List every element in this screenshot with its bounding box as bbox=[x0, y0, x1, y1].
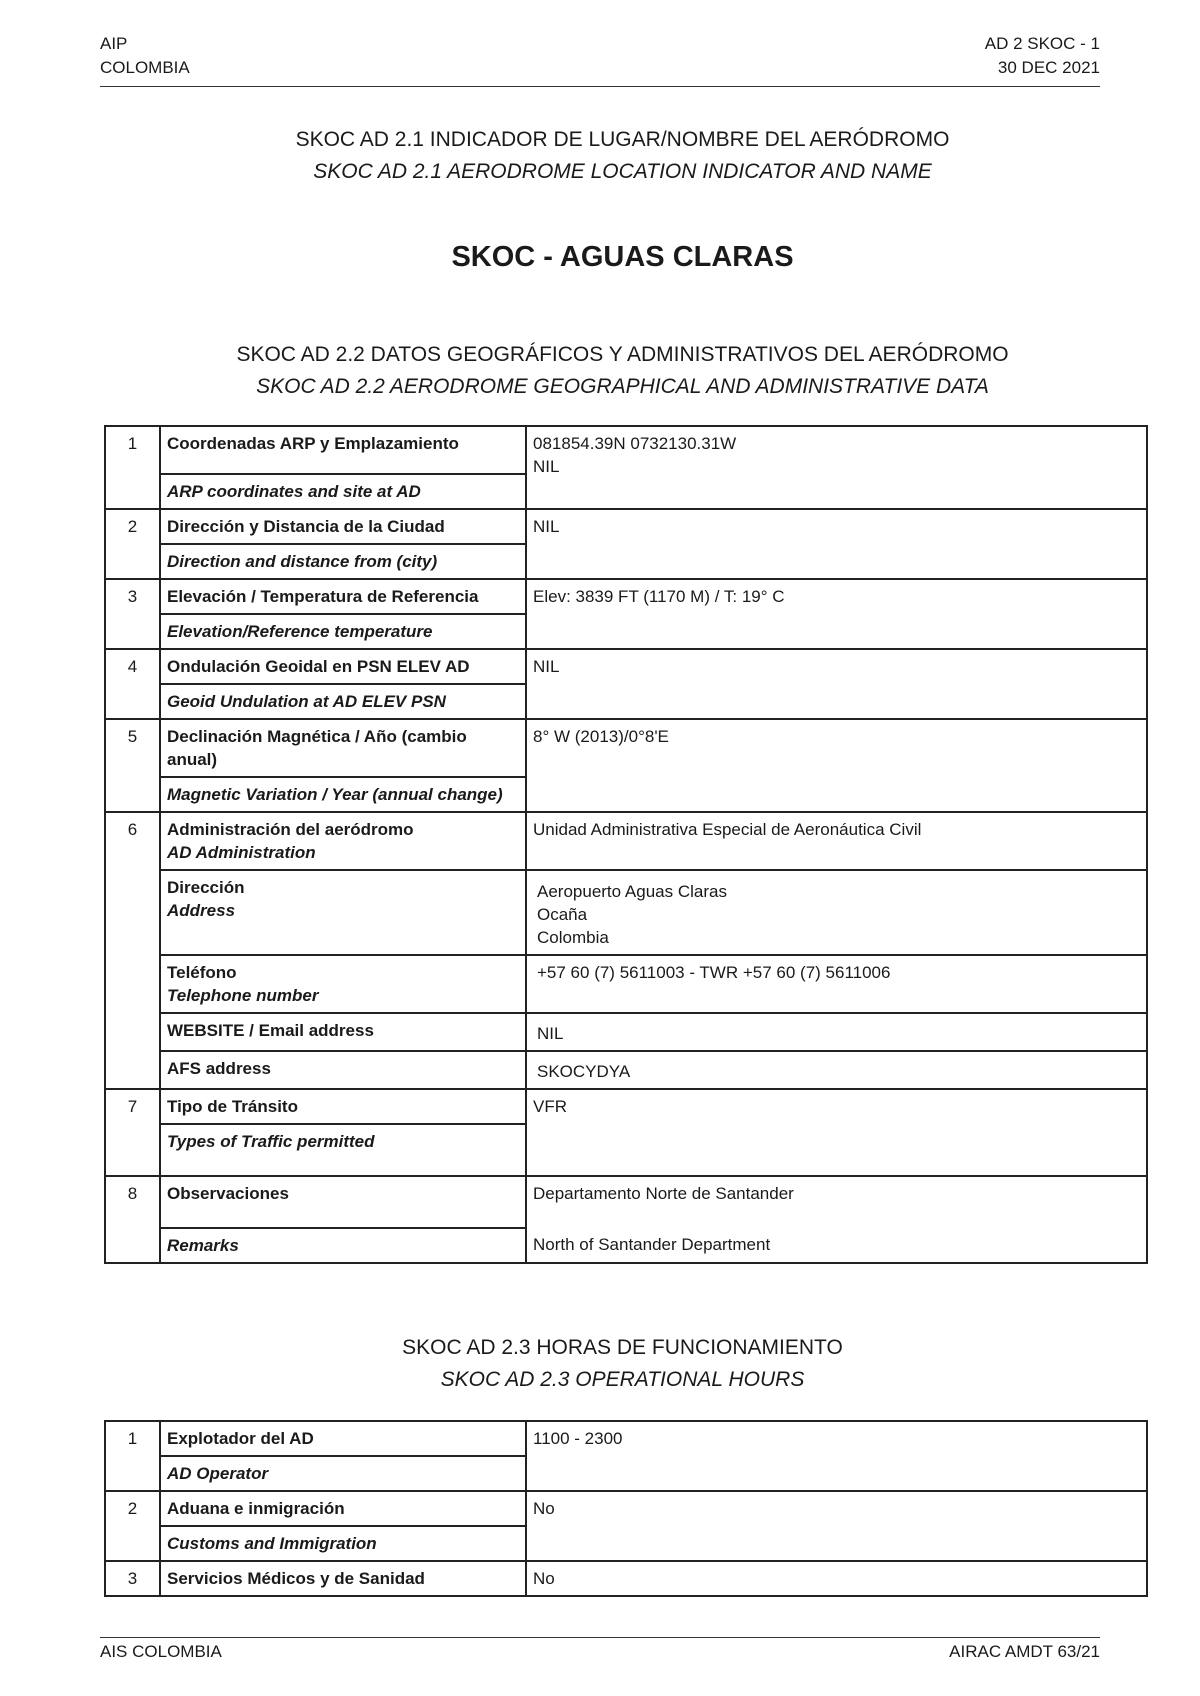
row-number: 3 bbox=[105, 579, 160, 649]
table-row bbox=[105, 719, 1147, 777]
table-row bbox=[105, 812, 1147, 870]
table-row bbox=[105, 649, 1147, 684]
value-cell: No bbox=[526, 1491, 1147, 1561]
row-number: 5 bbox=[105, 719, 160, 812]
aerodrome-name: SKOC - AGUAS CLARAS bbox=[451, 241, 794, 273]
table-row bbox=[105, 870, 1147, 955]
table-row bbox=[105, 509, 1147, 544]
operational-hours-table bbox=[104, 1420, 1148, 1597]
row-number: 6 bbox=[105, 812, 160, 1089]
table-row bbox=[105, 1228, 1147, 1263]
label-cell bbox=[160, 870, 526, 955]
address-line-3: Colombia bbox=[537, 928, 609, 947]
row-number: 3 bbox=[105, 1561, 160, 1596]
label-es: Elevación / Temperatura de Referencia bbox=[160, 579, 526, 614]
label-en: Geoid Undulation at AD ELEV PSN bbox=[160, 684, 526, 719]
row-number: 2 bbox=[105, 1491, 160, 1561]
label-en: Remarks bbox=[160, 1228, 526, 1263]
table-row bbox=[105, 579, 1147, 614]
value-cell: No bbox=[526, 1561, 1147, 1596]
label-en: AD Administration bbox=[167, 843, 316, 862]
address-line-1: Aeropuerto Aguas Claras bbox=[537, 882, 727, 901]
value-cell bbox=[526, 870, 1147, 955]
label-en: AD Operator bbox=[160, 1456, 526, 1491]
header-country: COLOMBIA bbox=[100, 58, 190, 77]
section-23-title bbox=[0, 1332, 1200, 1396]
label-es: Explotador del AD bbox=[160, 1421, 526, 1456]
label-en: Types of Traffic permitted bbox=[160, 1124, 526, 1176]
section-21-title-en: SKOC AD 2.1 AERODROME LOCATION INDICATOR AND NAME bbox=[313, 160, 932, 183]
row-number: 2 bbox=[105, 509, 160, 579]
label-cell bbox=[160, 955, 526, 1013]
label-es: Administración del aeródromo bbox=[167, 820, 414, 839]
table-row bbox=[105, 1013, 1147, 1051]
value-cell: NIL bbox=[526, 649, 1147, 719]
value-cell: VFR bbox=[526, 1089, 1147, 1176]
page-header bbox=[100, 30, 1100, 87]
header-date: 30 DEC 2021 bbox=[997, 58, 1100, 77]
value-cell: North of Santander Department bbox=[526, 1228, 1147, 1263]
label-en: Address bbox=[167, 901, 236, 920]
label-en: Magnetic Variation / Year (annual change) bbox=[160, 777, 526, 812]
header-left bbox=[100, 32, 190, 80]
label-cell bbox=[160, 812, 526, 870]
label-es: Servicios Médicos y de Sanidad bbox=[160, 1561, 526, 1596]
label-es: Declinación Magnética / Año (cambio anual) bbox=[160, 719, 526, 777]
section-22-title-en: SKOC AD 2.2 AERODROME GEOGRAPHICAL AND ADMINISTRATIVE DATA bbox=[256, 375, 989, 398]
table-row bbox=[105, 1051, 1147, 1089]
section-22-title-es: SKOC AD 2.2 DATOS GEOGRÁFICOS Y ADMINISTRATIVOS DEL AERÓDROMO bbox=[236, 343, 1009, 366]
table-row bbox=[105, 1421, 1147, 1456]
page-footer bbox=[100, 1637, 1100, 1662]
label-es: Dirección y Distancia de la Ciudad bbox=[160, 509, 526, 544]
geo-admin-table bbox=[104, 425, 1148, 1264]
label-es: Teléfono bbox=[167, 963, 237, 982]
row-number: 1 bbox=[105, 426, 160, 509]
header-right bbox=[985, 32, 1100, 80]
label-en: Telephone number bbox=[167, 986, 319, 1005]
row-number: 1 bbox=[105, 1421, 160, 1491]
label-cell: WEBSITE / Email address bbox=[160, 1013, 526, 1051]
value-cell: Unidad Administrativa Especial de Aeronáutica Civil bbox=[526, 812, 1147, 870]
section-23-title-en: SKOC AD 2.3 OPERATIONAL HOURS bbox=[440, 1368, 805, 1391]
value-cell bbox=[526, 426, 1147, 509]
table-row bbox=[105, 1561, 1147, 1596]
label-en: Direction and distance from (city) bbox=[160, 544, 526, 579]
row-number: 7 bbox=[105, 1089, 160, 1176]
row-number: 8 bbox=[105, 1176, 160, 1263]
header-page-ref: AD 2 SKOC - 1 bbox=[984, 34, 1100, 53]
value-cell: 8° W (2013)/0°8'E bbox=[526, 719, 1147, 812]
section-22-title bbox=[0, 339, 1200, 403]
table-row bbox=[105, 1089, 1147, 1124]
section-21-title-es: SKOC AD 2.1 INDICADOR DE LUGAR/NOMBRE DEL AERÓDROMO bbox=[295, 128, 950, 151]
label-es: Ondulación Geoidal en PSN ELEV AD bbox=[160, 649, 526, 684]
footer-left: AIS COLOMBIA bbox=[100, 1642, 222, 1661]
address-line-2: Ocaña bbox=[537, 905, 588, 924]
label-es: Dirección bbox=[167, 878, 245, 897]
label-en: Customs and Immigration bbox=[160, 1526, 526, 1561]
value-cell: SKOCYDYA bbox=[526, 1051, 1147, 1089]
table-row bbox=[105, 1176, 1147, 1228]
table-row bbox=[105, 1491, 1147, 1526]
row-number: 4 bbox=[105, 649, 160, 719]
value-cell: 1100 - 2300 bbox=[526, 1421, 1147, 1491]
label-es: Observaciones bbox=[160, 1176, 526, 1228]
value-site: NIL bbox=[533, 457, 560, 476]
label-es: Coordenadas ARP y Emplazamiento bbox=[160, 426, 526, 474]
value-cell: NIL bbox=[526, 509, 1147, 579]
value-coordinates: 081854.39N 0732130.31W bbox=[533, 434, 737, 453]
value-cell: Departamento Norte de Santander bbox=[526, 1176, 1147, 1228]
table-row bbox=[105, 955, 1147, 1013]
value-cell: Elev: 3839 FT (1170 M) / T: 19° C bbox=[526, 579, 1147, 649]
header-aip: AIP bbox=[100, 34, 128, 53]
label-es: Aduana e inmigración bbox=[160, 1491, 526, 1526]
label-es: Tipo de Tránsito bbox=[160, 1089, 526, 1124]
footer-right: AIRAC AMDT 63/21 bbox=[949, 1642, 1100, 1661]
label-en: Elevation/Reference temperature bbox=[160, 614, 526, 649]
value-cell: NIL bbox=[526, 1013, 1147, 1051]
table-row bbox=[105, 426, 1147, 474]
value-cell: +57 60 (7) 5611003 - TWR +57 60 (7) 5611006 bbox=[526, 955, 1147, 1013]
section-23-title-es: SKOC AD 2.3 HORAS DE FUNCIONAMIENTO bbox=[402, 1336, 843, 1359]
section-21-title bbox=[0, 124, 1200, 188]
label-en: ARP coordinates and site at AD bbox=[160, 474, 526, 509]
label-cell: AFS address bbox=[160, 1051, 526, 1089]
